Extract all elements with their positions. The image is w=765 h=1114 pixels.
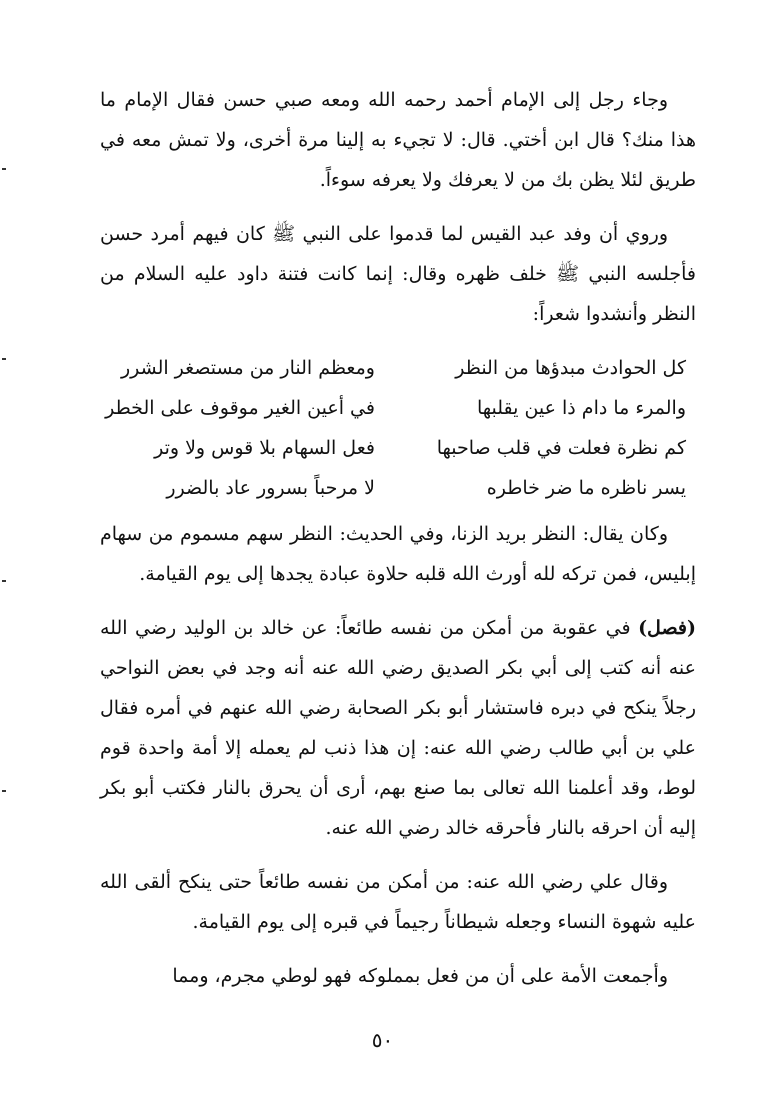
poem-hemistich-second: لا مرحباً بسرور عاد بالضرر — [166, 477, 375, 499]
poem-hemistich-first: والمرء ما دام ذا عين يقلبها — [476, 397, 686, 419]
fasl-text: في عقوبة من أمكن من نفسه طائعاً: عن خالد بن الوليد رضي الله عنه أنه كتب إلى أبي بكر الصديق رضي الله عنه أنه وجد في بعض النواحي رجلاً ينكح في دبره فاستشار أبو بكر الصحابة رضي الله عنهم في أمره فقال علي بن أبي طالب رضي الله عنه: إن هذا ذنب لم يعمله إلا أمة واحدة قوم لوط، وقد أعلمنا الله تعالى بما صنع بهم، أرى أن يحرق بالنار فكتب أبو بكر إليه أن احرقه بالنار فأحرقه خالد رضي الله عنه. — [100, 617, 696, 839]
poem-verse — [110, 428, 686, 468]
poem — [100, 348, 696, 508]
page-number: ٥٠ — [371, 1028, 394, 1052]
poem-hemistich-second: فعل السهام بلا قوس ولا وتر — [154, 437, 375, 459]
fasl-label: (فصل) — [638, 617, 696, 639]
margin-mark — [2, 580, 6, 582]
book-page — [100, 80, 696, 1010]
poem-verse — [110, 348, 686, 388]
paragraph-imam-ahmad: وجاء رجل إلى الإمام أحمد رحمه الله ومعه صبي حسن فقال الإمام ما هذا منك؟ قال ابن أختي. قال: لا تجيء به إلينا مرة أخرى، ولا تمش معه في طريق لئلا يظن بك من لا يعرفك ولا يعرفه سوءاً. — [100, 89, 696, 191]
paragraph-fasl — [100, 608, 696, 848]
poem-verse — [105, 388, 686, 428]
paragraph-abd-al-qays: وروي أن وفد عبد القيس لما قدموا على النبي ﷺ كان فيهم أمرد حسن فأجلسه النبي ﷺ خلف ظهره وقال: إنما كانت فتنة داود عليه السلام من النظر وأنشدوا شعراً: — [100, 223, 696, 325]
poem-hemistich-second: ومعظم النار من مستصغر الشرر — [120, 357, 375, 379]
margin-mark — [2, 790, 6, 792]
margin-mark — [2, 358, 6, 360]
poem-hemistich-first: كل الحوادث مبدؤها من النظر — [455, 357, 686, 379]
poem-verse — [110, 468, 686, 508]
poem-hemistich-first: يسر ناظره ما ضر خاطره — [486, 477, 686, 499]
paragraph-after-poem: وكان يقال: النظر بريد الزنا، وفي الحديث: النظر سهم مسموم من سهام إبليس، فمن تركه لله أورث الله قلبه حلاوة عبادة يجدها إلى يوم القيامة. — [100, 523, 696, 585]
poem-hemistich-first: كم نظرة فعلت في قلب صاحبها — [436, 437, 686, 459]
paragraph-ali-quote: وقال علي رضي الله عنه: من أمكن من نفسه طائعاً حتى ينكح ألقى الله عليه شهوة النساء وجعله شيطاناً رجيماً في قبره إلى يوم القيامة. — [100, 871, 696, 933]
poem-hemistich-second: في أعين الغير موقوف على الخطر — [105, 397, 375, 419]
paragraph-last-line: وأجمعت الأمة على أن من فعل بمملوكه فهو لوطي مجرم، ومما — [172, 965, 668, 987]
margin-mark — [2, 168, 6, 170]
